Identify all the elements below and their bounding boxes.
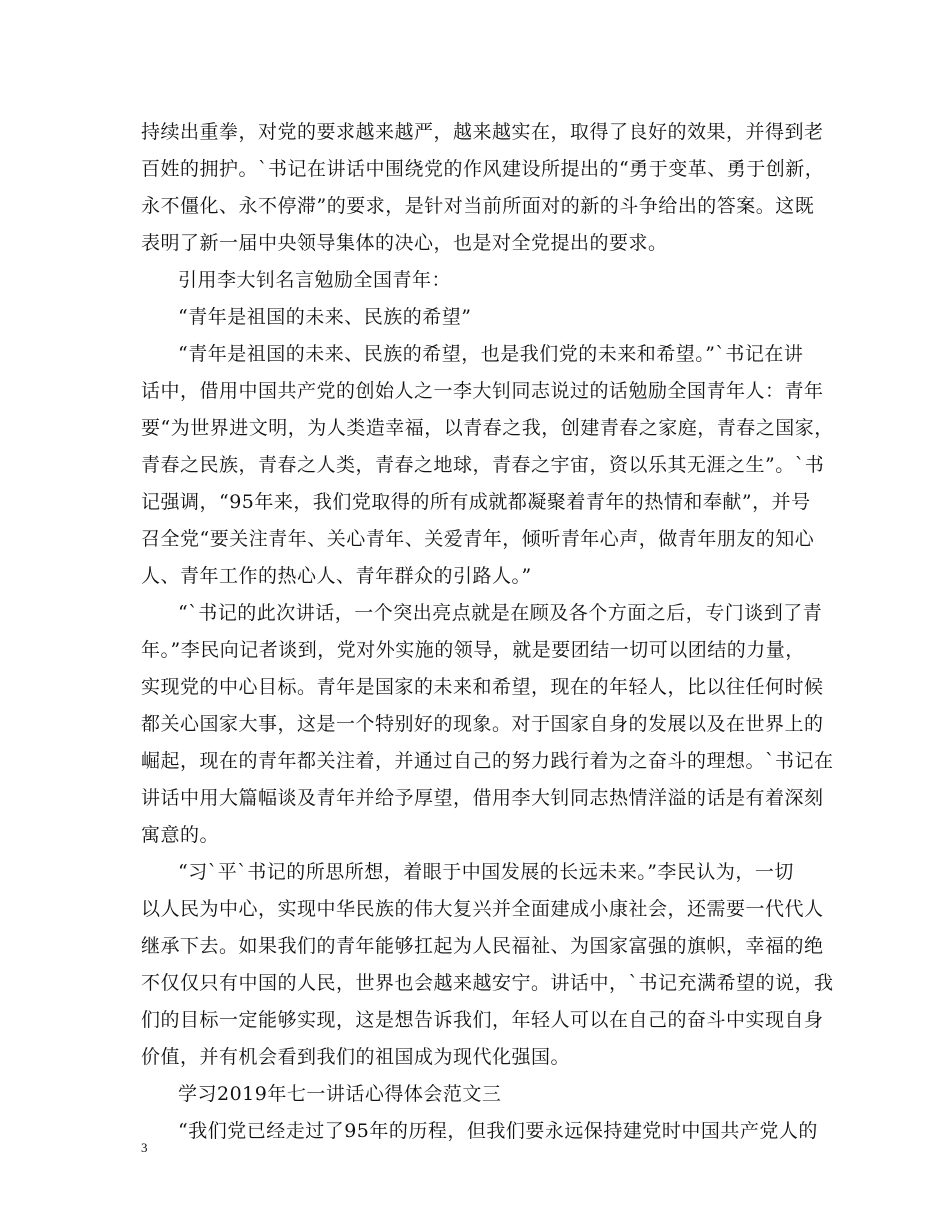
text-line: 召全党“要关注青年、关心青年、关爱青年，倾听青年心声，做青年朋友的知心 [141, 528, 815, 550]
text-line: 要“为世界进文明，为人类造幸福，以青春之我，创建青春之家庭，青春之国家， [141, 417, 834, 439]
text-line: “习`平`书记的所思所想，着眼于中国发展的长远未来。”李民认为，一切 [178, 861, 794, 883]
section-heading: 学习2019年七一讲话心得体会范文三 [178, 1083, 502, 1105]
text-line: “青年是祖国的未来、民族的希望，也是我们党的未来和希望。”`书记在讲 [178, 343, 804, 365]
text-line: 价值，并有机会看到我们的祖国成为现代化强国。 [141, 1046, 571, 1068]
text-line: 持续出重拳，对党的要求越来越严，越来越实在，取得了良好的效果，并得到老 [141, 121, 824, 143]
text-line: 们的目标一定能够实现，这是想告诉我们，年轻人可以在自己的奋斗中实现自身 [141, 1009, 824, 1031]
text-line: 表明了新一届中央领导集体的决心，也是对全党提出的要求。 [141, 232, 668, 254]
text-line: “`书记的此次讲话，一个突出亮点就是在顾及各个方面之后，专门谈到了青 [178, 602, 823, 624]
text-line: 青春之民族，青春之人类，青春之地球，青春之宇宙，资以乐其无涯之生”。`书 [141, 454, 825, 476]
page-number: 3 [141, 1140, 148, 1155]
text-line: 话中，借用中国共产党的创始人之一李大钊同志说过的话勉励全国青年人：青年 [141, 380, 824, 402]
text-line: “我们党已经走过了95年的历程，但我们要永远保持建党时中国共产党人的 [178, 1120, 818, 1142]
section-heading: 引用李大钊名言勉励全国青年： [178, 269, 452, 291]
text-line: 永不僵化、永不停滞”的要求，是针对当前所面对的新的斗争给出的答案。这既 [141, 195, 815, 217]
text-line: 年。”李民向记者谈到，党对外实施的领导，就是要团结一切可以团结的力量， [141, 639, 805, 661]
text-line: 百姓的拥护。`书记在讲话中围绕党的作风建设所提出的“勇于变革、勇于创新， [141, 158, 825, 180]
text-line: 寓意的。 [141, 824, 220, 846]
text-line: 继承下去。如果我们的青年能够扛起为人民福祉、为国家富强的旗帜，幸福的绝 [141, 935, 824, 957]
text-line: 人、青年工作的热心人、青年群众的引路人。” [141, 565, 532, 587]
text-line: 记强调，“95年来，我们党取得的所有成就都凝聚着青年的热情和奉献”，并号 [141, 491, 811, 513]
text-line: 不仅仅只有中国的人民，世界也会越来越安宁。讲话中，`书记充满希望的说，我 [141, 972, 834, 994]
quote-heading: “青年是祖国的未来、民族的希望” [178, 306, 472, 328]
text-line: 崛起，现在的青年都关注着，并通过自己的努力践行着为之奋斗的理想。`书记在 [141, 750, 834, 772]
text-line: 实现党的中心目标。青年是国家的未来和希望，现在的年轻人，比以往任何时候 [141, 676, 824, 698]
text-line: 讲话中用大篇幅谈及青年并给予厚望，借用李大钊同志热情洋溢的话是有着深刻 [141, 787, 824, 809]
text-line: 都关心国家大事，这是一个特别好的现象。对于国家自身的发展以及在世界上的 [141, 713, 824, 735]
text-line: 以人民为中心，实现中华民族的伟大复兴并全面建成小康社会，还需要一代代人 [141, 898, 824, 920]
